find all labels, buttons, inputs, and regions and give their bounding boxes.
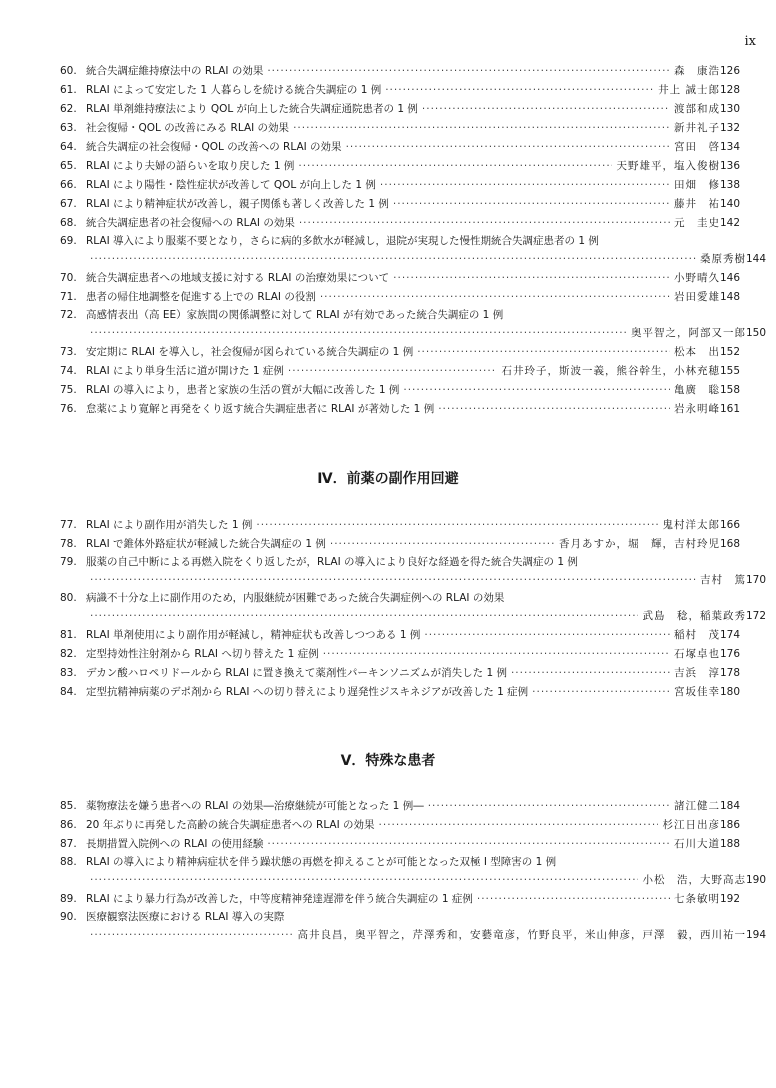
entry-page: 168 bbox=[719, 538, 740, 550]
entry-page: 148 bbox=[719, 291, 740, 303]
leader-dots bbox=[90, 324, 627, 343]
leader-dots bbox=[267, 62, 670, 81]
toc-entry bbox=[60, 909, 740, 926]
entry-title: RLAI で錐体外路症状が軽減した統合失調症の 1 例 bbox=[86, 538, 326, 550]
leader-dots bbox=[417, 343, 670, 362]
toc-entry bbox=[60, 288, 740, 307]
entry-title: デカン酸ハロペリドールから RLAI に置き換えて薬剤性パーキンソニズムが消失した 1 例 bbox=[86, 667, 507, 679]
entry-authors: 松本 出 bbox=[673, 346, 720, 358]
entry-title: RLAI 導入により服薬不要となり，さらに病的多飲水が軽減し，退院が実現した慢性期統合失調症患者の 1 例 bbox=[86, 235, 599, 247]
entry-number: 61. bbox=[60, 84, 77, 96]
toc-entry bbox=[60, 381, 740, 400]
entry-authors: 石塚卓也 bbox=[673, 648, 720, 660]
toc-entry-line bbox=[60, 554, 740, 571]
entry-authors: 石井玲子，斯波一義，熊谷幹生，小林充穂 bbox=[501, 365, 720, 377]
leader-dots bbox=[256, 516, 658, 535]
leader-dots bbox=[320, 288, 670, 307]
entry-authors: 吉村 篤 bbox=[699, 574, 746, 586]
entry-title: RLAI により副作用が消失した 1 例 bbox=[86, 519, 253, 531]
toc-entry-line bbox=[60, 871, 766, 890]
entry-number: 87. bbox=[60, 838, 77, 850]
toc-entry-line bbox=[60, 926, 766, 945]
leader-dots bbox=[393, 269, 670, 288]
entry-number: 86. bbox=[60, 819, 77, 831]
entry-title: RLAI によって安定した 1 人暮らしを続ける統合失調症の 1 例 bbox=[86, 84, 382, 96]
entry-title: RLAI により暴力行為が改善した，中等度精神発達遅滞を伴う統合失調症の 1 症例 bbox=[86, 893, 473, 905]
entry-title: 高感情表出（高 EE）家族間の関係調整に対して RLAI が有効であった統合失調症の 1 例 bbox=[86, 309, 504, 321]
entry-number: 73. bbox=[60, 346, 77, 358]
entry-number: 78. bbox=[60, 538, 77, 550]
toc-entry-line bbox=[60, 100, 740, 119]
entry-title: 統合失調症患者への地域支援に対する RLAI の治療効果について bbox=[86, 272, 390, 284]
toc-entry-continuation bbox=[60, 607, 766, 626]
entry-number: 62. bbox=[60, 103, 77, 115]
toc-entry bbox=[60, 233, 740, 250]
entry-number: 90. bbox=[60, 911, 77, 923]
entry-page: 180 bbox=[719, 686, 740, 698]
toc-entry-line bbox=[60, 138, 740, 157]
toc-entry bbox=[60, 854, 740, 871]
toc-entry-line bbox=[60, 645, 740, 664]
entry-title: RLAI の導入により，患者と家族の生活の質が大幅に改善した 1 例 bbox=[86, 384, 400, 396]
entry-number: 75. bbox=[60, 384, 77, 396]
leader-dots bbox=[298, 157, 612, 176]
entry-authors: 鬼村洋太郎 bbox=[662, 519, 720, 531]
entry-page: 174 bbox=[719, 629, 740, 641]
entry-authors: 香月あすか，堀 輝，吉村玲児 bbox=[558, 538, 720, 550]
entry-title: RLAI により単身生活に道が開けた 1 症例 bbox=[86, 365, 284, 377]
entry-title: 長期措置入院例への RLAI の使用経験 bbox=[86, 838, 264, 850]
entry-number: 60. bbox=[60, 65, 77, 77]
entry-authors: 宮田 啓 bbox=[673, 141, 720, 153]
leader-dots bbox=[90, 607, 638, 626]
toc-entry bbox=[60, 890, 740, 909]
toc-entry-line bbox=[60, 381, 740, 400]
entry-authors: 岩田愛雄 bbox=[673, 291, 720, 303]
toc-entry-continuation bbox=[60, 571, 766, 590]
entry-number: 84. bbox=[60, 686, 77, 698]
entry-title: 定型抗精神病薬のデポ剤から RLAI への切り替えにより遅発性ジスキネジアが改善した 1 症例 bbox=[86, 686, 529, 698]
entry-page: 130 bbox=[719, 103, 740, 115]
entry-number: 77. bbox=[60, 519, 77, 531]
leader-dots bbox=[477, 890, 670, 909]
entry-authors: 森 康浩 bbox=[673, 65, 720, 77]
toc-entry-line bbox=[60, 400, 740, 419]
toc-section-iv bbox=[60, 516, 766, 702]
toc-entry-line bbox=[60, 664, 740, 683]
leader-dots bbox=[403, 381, 670, 400]
toc-entry-line bbox=[60, 626, 740, 645]
toc-entry bbox=[60, 157, 740, 176]
leader-dots bbox=[293, 119, 670, 138]
entry-number: 65. bbox=[60, 160, 77, 172]
leader-dots bbox=[428, 797, 670, 816]
leader-dots bbox=[346, 138, 670, 157]
toc-entry-line bbox=[60, 571, 766, 590]
entry-authors: 亀廣 聡 bbox=[673, 384, 720, 396]
entry-title: 統合失調症維持療法中の RLAI の効果 bbox=[86, 65, 264, 77]
toc-entry-line bbox=[60, 890, 740, 909]
entry-number: 80. bbox=[60, 592, 77, 604]
toc-entry bbox=[60, 816, 740, 835]
entry-number: 81. bbox=[60, 629, 77, 641]
toc-entry bbox=[60, 664, 740, 683]
toc-entry-line bbox=[60, 854, 740, 871]
entry-authors: 高井良昌，奥平智之，芹澤秀和，安藝竜彦，竹野良平，米山伸彦，戸澤 毅，西川祐一 bbox=[297, 929, 746, 941]
entry-title: 服薬の自己中断による再燃入院をくり返したが，RLAI の導入により良好な経過を得た統合失調症の 1 例 bbox=[86, 556, 578, 568]
entry-authors: 宮坂佳幸 bbox=[673, 686, 720, 698]
entry-title: 安定期に RLAI を導入し，社会復帰が図られている統合失調症の 1 例 bbox=[86, 346, 414, 358]
entry-number: 88. bbox=[60, 856, 77, 868]
entry-page: 178 bbox=[719, 667, 740, 679]
entry-title: 20 年ぶりに再発した高齢の統合失調症患者への RLAI の効果 bbox=[86, 819, 375, 831]
entry-page: 192 bbox=[719, 893, 740, 905]
toc-section-v bbox=[60, 797, 766, 945]
entry-title: 患者の帰住地調整を促進する上での RLAI の役割 bbox=[86, 291, 316, 303]
toc-entry-line bbox=[60, 250, 766, 269]
toc-entry-line bbox=[60, 816, 740, 835]
toc-entry-continuation bbox=[60, 926, 766, 945]
leader-dots bbox=[380, 176, 670, 195]
entry-authors: 奥平智之，阿部又一郎 bbox=[630, 327, 746, 339]
entry-page: 172 bbox=[745, 610, 766, 622]
entry-page: 176 bbox=[719, 648, 740, 660]
entry-authors: 小松 浩，大野高志 bbox=[642, 874, 746, 886]
entry-authors: 諸江健二 bbox=[673, 800, 720, 812]
entry-page: 134 bbox=[719, 141, 740, 153]
toc-entry-line bbox=[60, 343, 740, 362]
toc-entry bbox=[60, 554, 740, 571]
toc-entry bbox=[60, 590, 740, 607]
toc-entry-continuation bbox=[60, 324, 766, 343]
toc-entry-line bbox=[60, 269, 740, 288]
entry-page: 126 bbox=[719, 65, 740, 77]
entry-authors: 石川大道 bbox=[673, 838, 720, 850]
toc-entry-line bbox=[60, 516, 740, 535]
entry-page: 152 bbox=[719, 346, 740, 358]
toc-entry-line bbox=[60, 909, 740, 926]
entry-title: 定型持効性注射剤から RLAI へ切り替えた 1 症例 bbox=[86, 648, 319, 660]
entry-number: 63. bbox=[60, 122, 77, 134]
entry-authors: 田畑 修 bbox=[673, 179, 720, 191]
toc-entry bbox=[60, 626, 740, 645]
entry-page: 150 bbox=[745, 327, 766, 339]
entry-page: 170 bbox=[745, 574, 766, 586]
entry-page: 186 bbox=[719, 819, 740, 831]
entry-title: 薬物療法を嫌う患者への RLAI の効果―治療継続が可能となった 1 例― bbox=[86, 800, 424, 812]
entry-number: 68. bbox=[60, 217, 77, 229]
toc-entry bbox=[60, 62, 740, 81]
toc-entry bbox=[60, 214, 740, 233]
entry-number: 85. bbox=[60, 800, 77, 812]
leader-dots bbox=[90, 926, 293, 945]
toc-entry bbox=[60, 835, 740, 854]
entry-title: 医療観察法医療における RLAI 導入の実際 bbox=[86, 911, 285, 923]
toc-entry-line bbox=[60, 195, 740, 214]
entry-title: 怠薬により寛解と再発をくり返す統合失調症患者に RLAI が著効した 1 例 bbox=[86, 403, 435, 415]
toc-entry bbox=[60, 81, 740, 100]
leader-dots bbox=[393, 195, 670, 214]
entry-authors: 七条敏明 bbox=[673, 893, 720, 905]
section-heading-iv: Ⅳ．前薬の副作用回避 bbox=[317, 471, 459, 487]
entry-page: 128 bbox=[719, 84, 740, 96]
entry-page: 161 bbox=[719, 403, 740, 415]
toc-entry-line bbox=[60, 535, 740, 554]
section-heading-v: Ⅴ．特殊な患者 bbox=[340, 753, 436, 769]
entry-page: 184 bbox=[719, 800, 740, 812]
entry-number: 66. bbox=[60, 179, 77, 191]
entry-page: 188 bbox=[719, 838, 740, 850]
toc-entry-continuation bbox=[60, 871, 766, 890]
leader-dots bbox=[90, 250, 696, 269]
toc-entry-line bbox=[60, 590, 740, 607]
entry-number: 79. bbox=[60, 556, 77, 568]
leader-dots bbox=[532, 683, 670, 702]
entry-page: 146 bbox=[719, 272, 740, 284]
leader-dots bbox=[299, 214, 670, 233]
toc-entry-line bbox=[60, 362, 740, 381]
leader-dots bbox=[422, 100, 670, 119]
entry-authors: 岩永明峰 bbox=[673, 403, 720, 415]
toc-entry-line bbox=[60, 835, 740, 854]
toc-entry-line bbox=[60, 307, 740, 324]
toc-entry-continuation bbox=[60, 250, 766, 269]
leader-dots bbox=[424, 626, 670, 645]
leader-dots bbox=[438, 400, 670, 419]
toc-entry bbox=[60, 797, 740, 816]
entry-authors: 小野晴久 bbox=[673, 272, 720, 284]
leader-dots bbox=[323, 645, 670, 664]
leader-dots bbox=[511, 664, 670, 683]
leader-dots bbox=[330, 535, 555, 554]
toc-entry bbox=[60, 269, 740, 288]
toc-entry bbox=[60, 138, 740, 157]
toc-entry bbox=[60, 535, 740, 554]
toc-entry-line bbox=[60, 607, 766, 626]
entry-number: 74. bbox=[60, 365, 77, 377]
leader-dots bbox=[267, 835, 670, 854]
leader-dots bbox=[90, 571, 696, 590]
toc-entry bbox=[60, 307, 740, 324]
entry-authors: 武島 稔，稲葉政秀 bbox=[642, 610, 746, 622]
entry-page: 142 bbox=[719, 217, 740, 229]
entry-page: 190 bbox=[745, 874, 766, 886]
toc-entry bbox=[60, 362, 740, 381]
toc-entry bbox=[60, 645, 740, 664]
entry-title: RLAI の導入により精神病症状を伴う躁状態の再燃を抑えることが可能となった双極 I 型障害の 1 例 bbox=[86, 856, 557, 868]
entry-authors: 天野雄平，塩入俊樹 bbox=[616, 160, 720, 172]
entry-page: 166 bbox=[719, 519, 740, 531]
toc-entry-line bbox=[60, 288, 740, 307]
entry-authors: 吉浜 淳 bbox=[673, 667, 720, 679]
entry-title: RLAI により陽性・陰性症状が改善して QOL が向上した 1 例 bbox=[86, 179, 376, 191]
toc-entry-line bbox=[60, 157, 740, 176]
toc-entry-line bbox=[60, 233, 740, 250]
entry-page: 138 bbox=[719, 179, 740, 191]
leader-dots bbox=[288, 362, 498, 381]
leader-dots bbox=[379, 816, 659, 835]
toc-entry bbox=[60, 516, 740, 535]
toc-entry-line bbox=[60, 176, 740, 195]
entry-page: 140 bbox=[719, 198, 740, 210]
entry-number: 64. bbox=[60, 141, 77, 153]
toc-entry bbox=[60, 343, 740, 362]
entry-number: 89. bbox=[60, 893, 77, 905]
toc-entry bbox=[60, 176, 740, 195]
toc-entry-line bbox=[60, 62, 740, 81]
entry-number: 71. bbox=[60, 291, 77, 303]
entry-title: 病識不十分な上に副作用のため，内服継続が困難であった統合失調症例への RLAI の効果 bbox=[86, 592, 505, 604]
toc-entry bbox=[60, 119, 740, 138]
leader-dots bbox=[385, 81, 654, 100]
entry-authors: 井上 誠士郎 bbox=[658, 84, 720, 96]
entry-number: 83. bbox=[60, 667, 77, 679]
entry-number: 76. bbox=[60, 403, 77, 415]
entry-page: 144 bbox=[745, 253, 766, 265]
leader-dots bbox=[90, 871, 638, 890]
entry-title: 社会復帰・QOL の改善にみる RLAI の効果 bbox=[86, 122, 290, 134]
toc-section-iii bbox=[60, 62, 766, 419]
toc-entry bbox=[60, 400, 740, 419]
entry-authors: 元 圭史 bbox=[673, 217, 720, 229]
entry-number: 72. bbox=[60, 309, 77, 321]
entry-page: 194 bbox=[745, 929, 766, 941]
entry-page: 158 bbox=[719, 384, 740, 396]
toc-entry-line bbox=[60, 683, 740, 702]
entry-page: 132 bbox=[719, 122, 740, 134]
page-number: ix bbox=[744, 34, 756, 49]
toc-entry bbox=[60, 195, 740, 214]
toc-entry bbox=[60, 683, 740, 702]
entry-number: 67. bbox=[60, 198, 77, 210]
entry-page: 136 bbox=[719, 160, 740, 172]
toc-entry-line bbox=[60, 797, 740, 816]
entry-title: RLAI 単剤維持療法により QOL が向上した統合失調症通院患者の 1 例 bbox=[86, 103, 418, 115]
entry-number: 82. bbox=[60, 648, 77, 660]
entry-authors: 桑原秀樹 bbox=[699, 253, 746, 265]
entry-authors: 杉江日出彦 bbox=[662, 819, 720, 831]
entry-authors: 新井礼子 bbox=[673, 122, 720, 134]
entry-authors: 渡部和成 bbox=[673, 103, 720, 115]
entry-title: 統合失調症の社会復帰・QOL の改善への RLAI の効果 bbox=[86, 141, 342, 153]
entry-authors: 稲村 茂 bbox=[673, 629, 720, 641]
entry-page: 155 bbox=[719, 365, 740, 377]
entry-title: RLAI により夫婦の語らいを取り戻した 1 例 bbox=[86, 160, 295, 172]
toc-entry-line bbox=[60, 119, 740, 138]
entry-title: RLAI 単剤使用により副作用が軽減し，精神症状も改善しつつある 1 例 bbox=[86, 629, 421, 641]
toc-entry-line bbox=[60, 214, 740, 233]
entry-authors: 藤井 祐 bbox=[673, 198, 720, 210]
toc-entry bbox=[60, 100, 740, 119]
entry-number: 70. bbox=[60, 272, 77, 284]
toc-entry-line bbox=[60, 324, 766, 343]
entry-title: 統合失調症患者の社会復帰への RLAI の効果 bbox=[86, 217, 295, 229]
entry-number: 69. bbox=[60, 235, 77, 247]
entry-title: RLAI により精神症状が改善し，親子関係も著しく改善した 1 例 bbox=[86, 198, 389, 210]
toc-entry-line bbox=[60, 81, 740, 100]
